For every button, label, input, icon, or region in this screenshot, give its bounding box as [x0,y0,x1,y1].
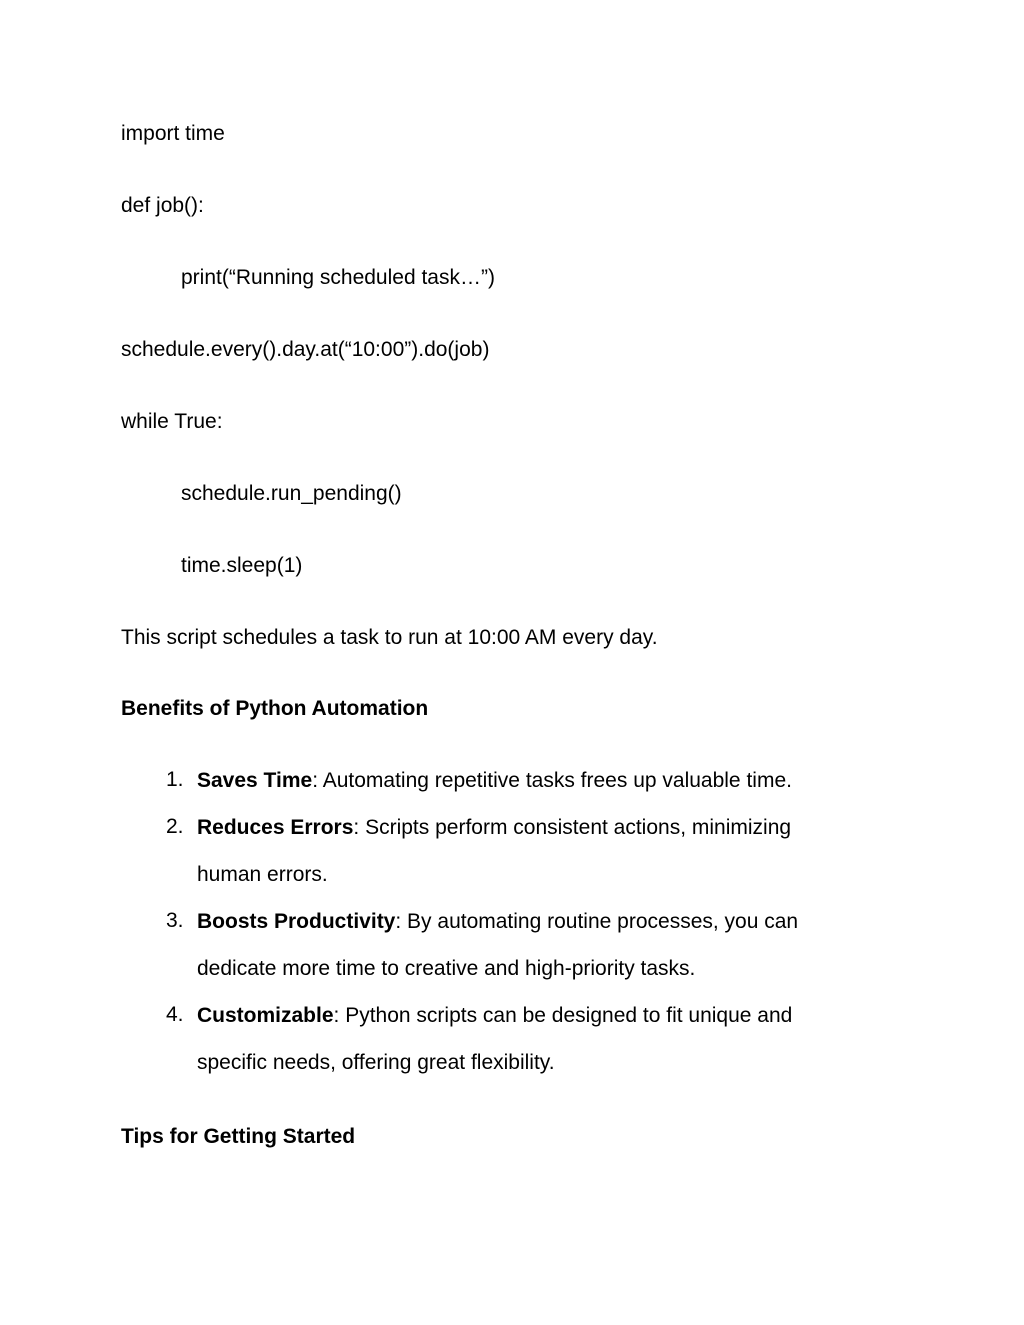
description-paragraph: This script schedules a task to run at 10:00 AM every day. [121,626,658,649]
list-item-number: 4. [166,1003,184,1026]
code-line-run-pending: schedule.run_pending() [181,482,402,505]
list-item-number: 2. [166,815,184,838]
list-item-text [197,757,857,804]
code-line-while: while True: [121,410,223,433]
list-item-body: : Python scripts can be designed to fit unique and specific needs, offering great flexibility. [197,1004,793,1074]
list-item-body: : Automating repetitive tasks frees up valuable time. [312,769,792,792]
list-item-title: Boosts Productivity [197,910,396,933]
code-line-sleep: time.sleep(1) [181,554,303,577]
list-item-title: Reduces Errors [197,816,354,839]
code-line-def: def job(): [121,194,204,217]
code-line-print: print(“Running scheduled task…”) [181,266,495,289]
list-item-number: 3. [166,909,184,932]
list-item-title: Customizable [197,1004,334,1027]
list-item-text [197,992,857,1086]
list-item-body: : Scripts perform consistent actions, minimizing human errors. [197,816,792,886]
list-item-title: Saves Time [197,769,313,792]
code-line-schedule: schedule.every().day.at(“10:00”).do(job) [121,338,490,361]
list-item-body: : By automating routine processes, you can dedicate more time to creative and high-priority tasks. [197,910,799,980]
list-item-number: 1. [166,768,184,791]
list-item-text [197,898,857,992]
code-line-import: import time [121,122,225,145]
tips-heading: Tips for Getting Started [121,1125,356,1148]
benefits-heading: Benefits of Python Automation [121,697,429,720]
list-item-text [197,804,857,898]
